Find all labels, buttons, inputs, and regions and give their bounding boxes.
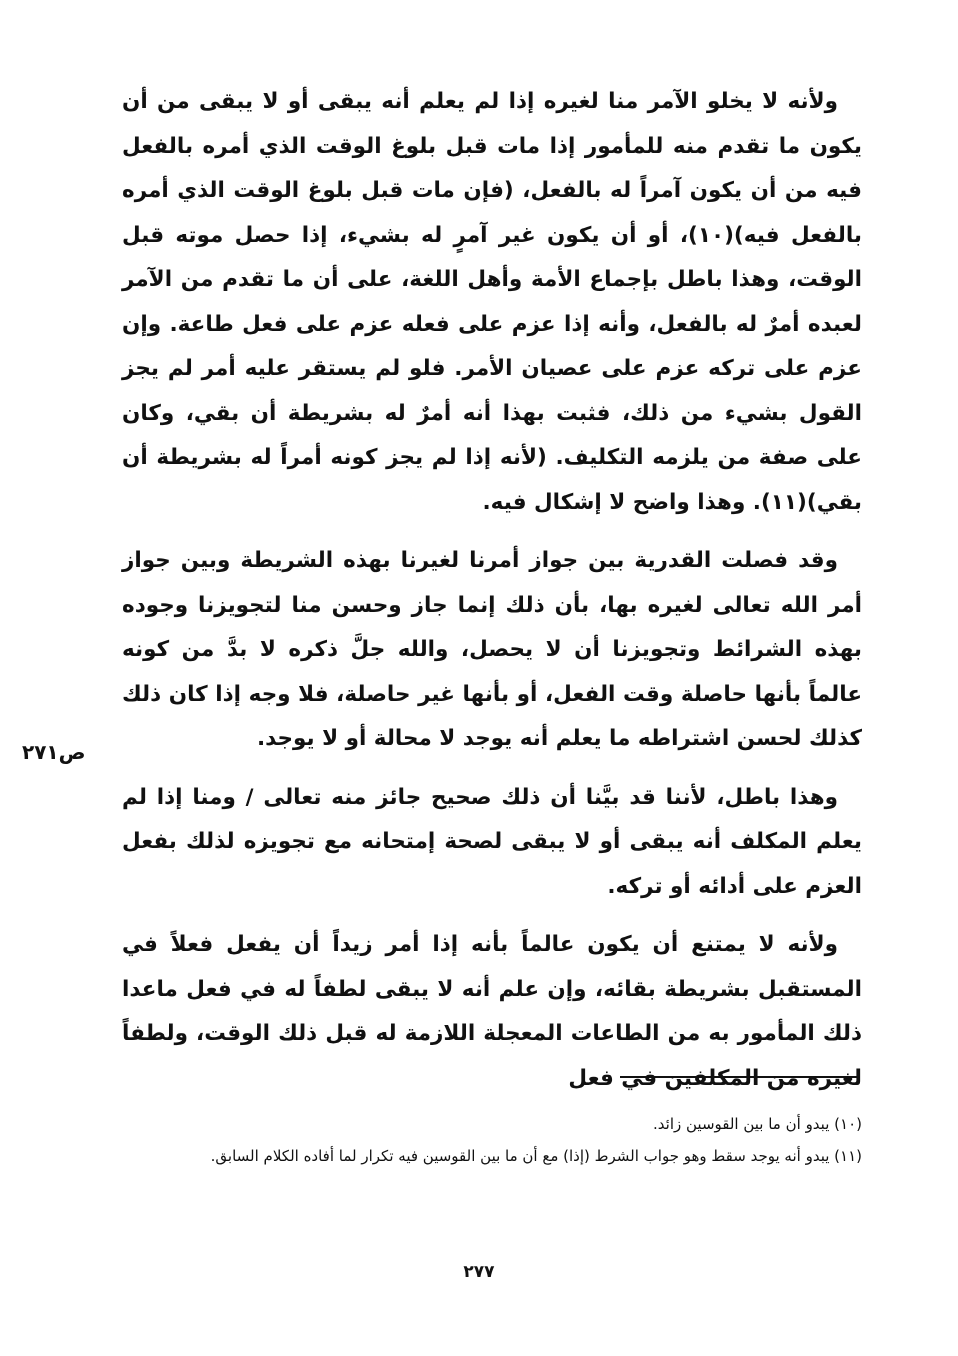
paragraph-2: وقد فصلت القدرية بين جواز أمرنا لغيرنا بهذه الشريطة وبين جواز أمر الله تعالى لغيره بها، بأن ذلك إنما جاز وحسن منا لتجويزنا وجوده بهذه الشرائط وتجويزنا أن لا يحصل، والله جلَّ ذكره لا بدَّ من كونه عالماً بأنها حاصلة وقت الفعل، أو بأنها غير حاصلة، فلا وجه إذا كان ذلك كذلك لحسن اشتراطه ما يعلم أنه يوجد لا محالة أو لا يوجد. (122, 548, 862, 751)
paragraph-3: وهذا باطل، لأننا قد بيَّنا أن ذلك صحيح جائز منه تعالى / ومنا إذا لم يعلم المكلف أنه يبقى أو لا يبقى لصحة إمتحانه مع تجويزه لذلك بفعل العزم على أدائه أو تركه. (122, 784, 862, 899)
source-page-marker: ص٢٧١ (22, 740, 86, 764)
main-text (122, 80, 862, 1115)
paragraph-4: ولأنه لا يمتنع أن يكون عالماً بأنه إذا أمر زيداً أن يفعل فعلاً في المستقبل بشريطة بقائه، وإن علم أنه لا يبقى لطفاً له في فعل ماعدا ذلك المأمور به من الطاعات المعجلة اللازمة له قبل ذلك الوقت، ولطفاً لغيره من المكلفين في فعل (122, 932, 862, 1091)
page-number: ٢٧٧ (463, 1262, 495, 1282)
footnotes (122, 1108, 862, 1172)
footnote-11: (١١) يبدو أنه يوجد سقط وهو جواب الشرط (إذا) مع أن ما بين القوسين فيه تكرار لما أفاده الكلام السابق. (210, 1147, 862, 1165)
paragraph-1: ولأنه لا يخلو الآمر منا لغيره إذا لم يعلم أنه يبقى أو لا يبقى من أن يكون ما تقدم منه للمأمور إذا مات قبل بلوغ الوقت الذي أمره بالفعل فيه من أن يكون آمراً له بالفعل، (فإن مات قبل بلوغ الوقت الذي أمره بالفعل فيه)(١٠)، أو أن يكون غير آمرٍ له بشيء، إذا حصل موته قبل الوقت، وهذا باطل بإجماع الأمة وأهل اللغة، على أن ما تقدم من الآمر لعبده أمرٌ له بالفعل، وأنه إذا عزم على فعله عزم على فعل طاعة. وإن عزم على تركه عزم على عصيان الأمر. فلو لم يستقر عليه أمر لم يجز القول بشيء من ذلك، فثبت بهذا أنه أمرٌ له بشريطة أن بقي، وكان على صفة من يلزمه التكليف. (لأنه إذا لم يجز كونه أمراً له بشريطة أن بقي)(١١). وهذا واضح لا إشكال فيه. (122, 89, 862, 515)
footnote-separator (620, 1076, 858, 1078)
footnote-10: (١٠) يبدو أن ما بين القوسين زائد. (653, 1115, 862, 1133)
